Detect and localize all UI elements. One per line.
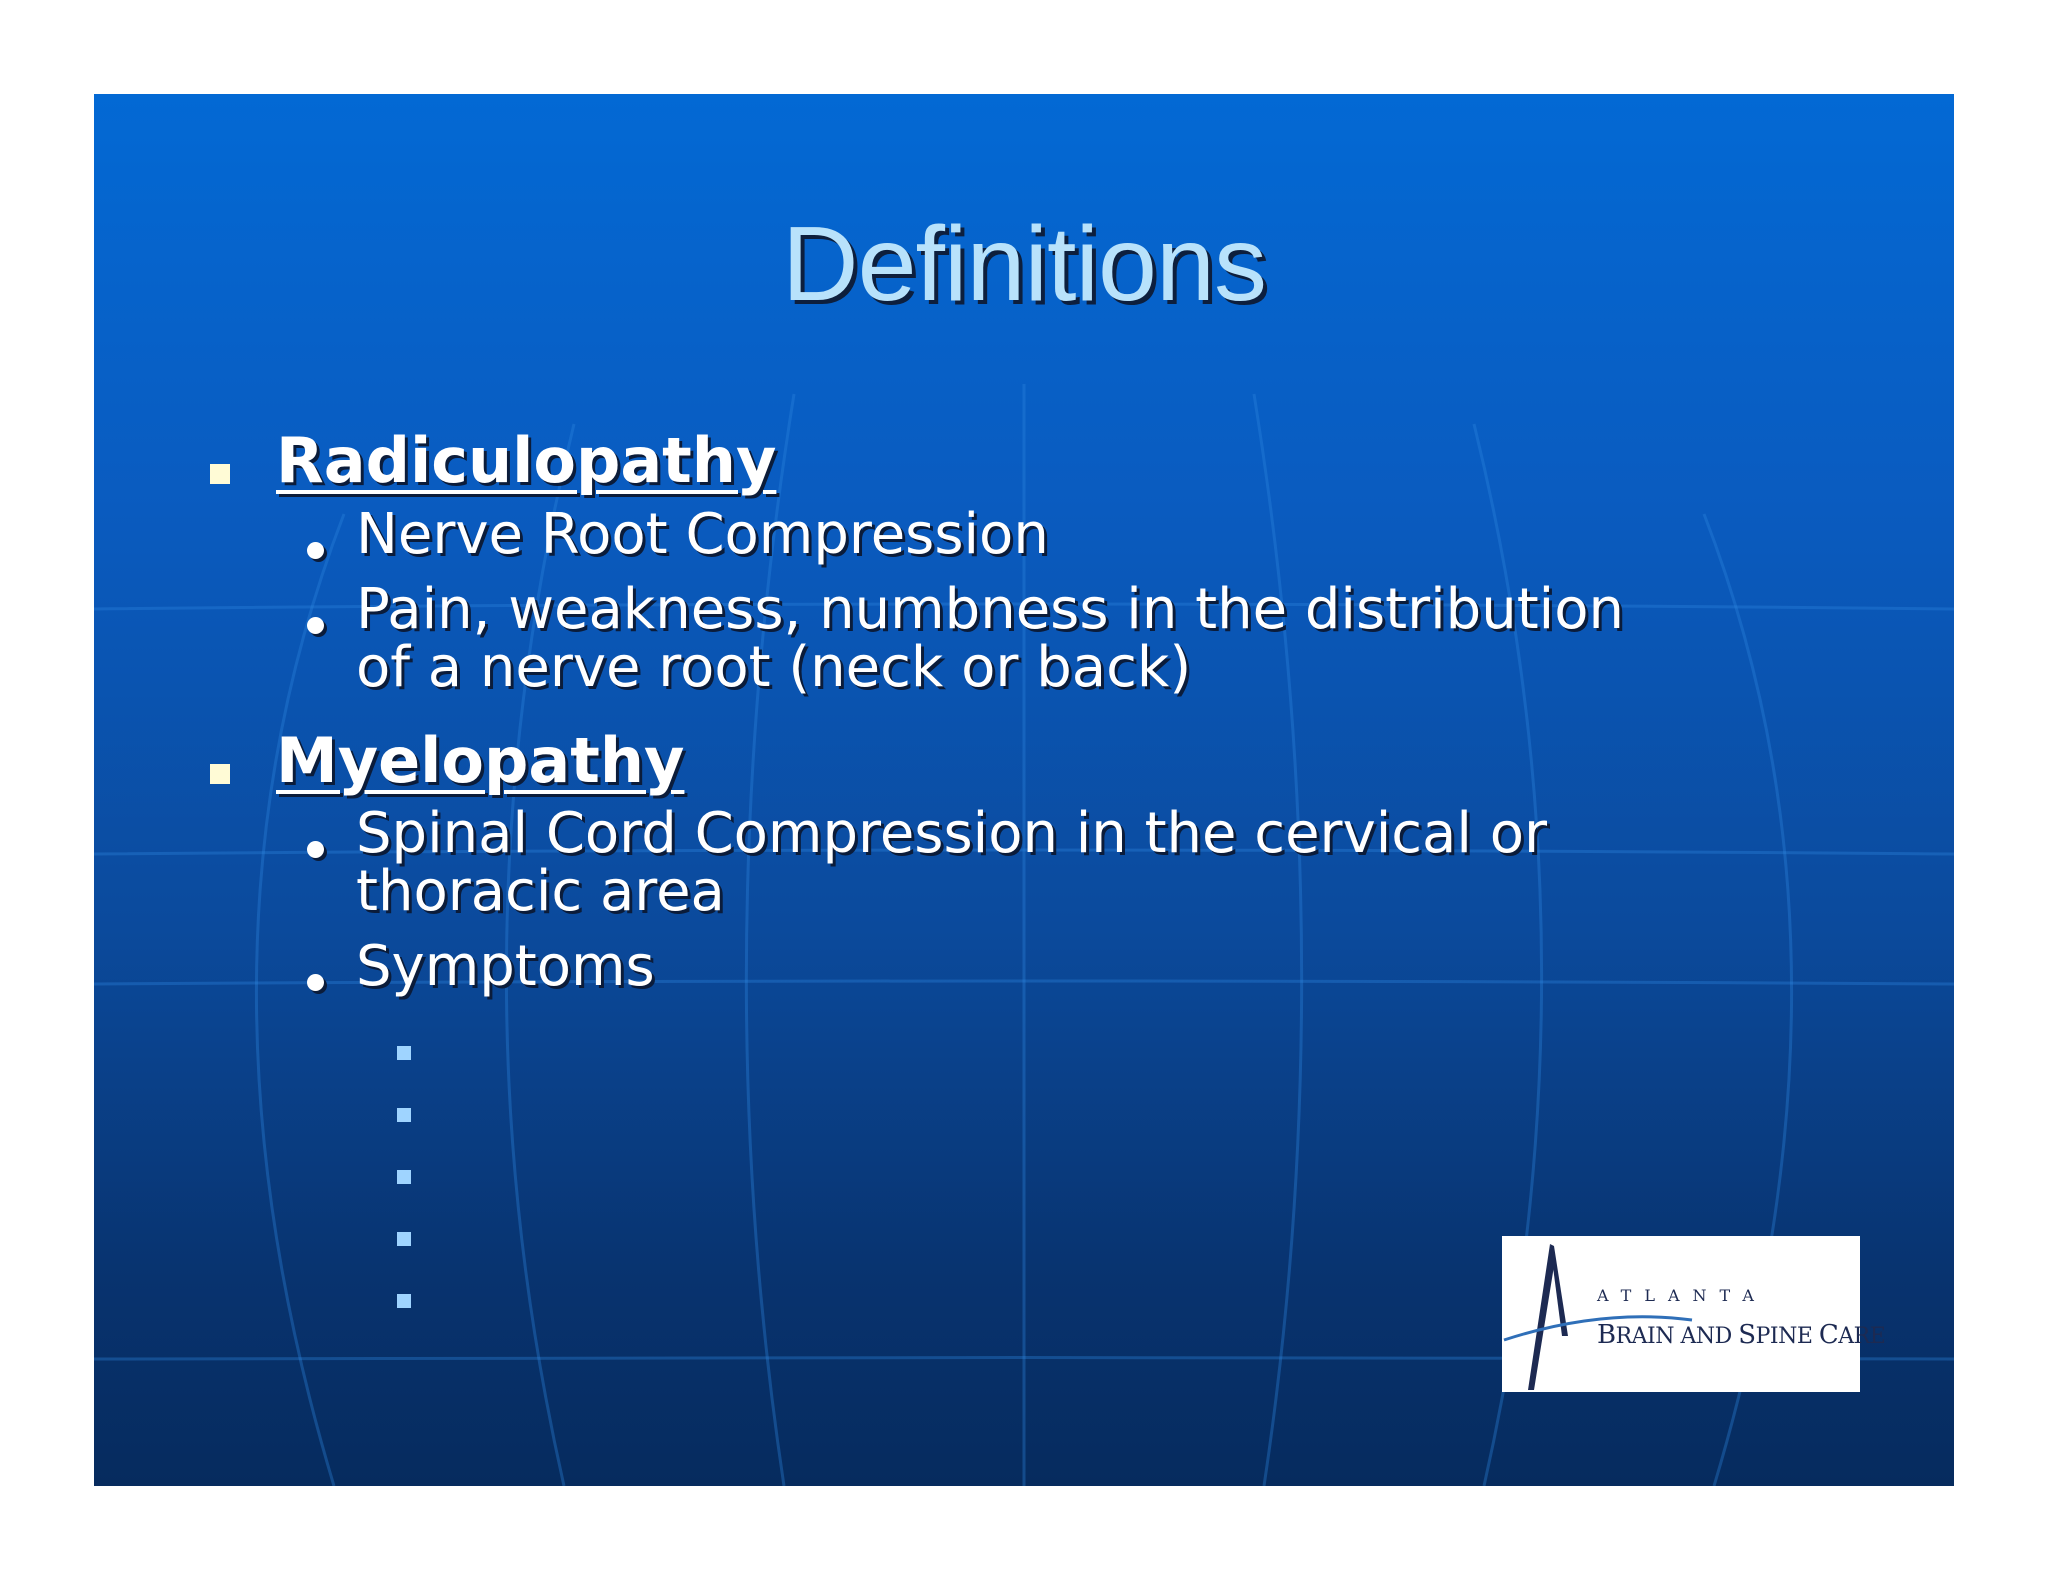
bullet-line: Spinal Cord Compression in the cervical or	[356, 801, 1548, 866]
logo-a-mark-icon	[1502, 1236, 1860, 1392]
logo-line-brain-spine-care: BRAIN AND SPINE CARE	[1597, 1320, 1886, 1350]
level2-bullet	[307, 841, 324, 858]
level2-bullet	[307, 542, 324, 559]
level3-bullet	[397, 1046, 411, 1060]
bullet-line: Pain, weakness, numbness in the distribution	[356, 577, 1624, 642]
bullet-line: of a nerve root (neck or back)	[356, 635, 1192, 700]
level2-bullet	[307, 974, 324, 991]
heading-myelopathy: Myelopathy	[276, 724, 685, 797]
slide-title: Definitions	[782, 205, 1266, 323]
level3-bullet	[397, 1232, 411, 1246]
level3-bullet	[397, 1108, 411, 1122]
logo-line-atlanta: ATLANTA	[1597, 1286, 1767, 1305]
bullet-line: Nerve Root Compression	[356, 502, 1049, 567]
level3-bullet	[397, 1170, 411, 1184]
heading-radiculopathy: Radiculopathy	[276, 424, 777, 497]
level1-bullet	[210, 464, 230, 484]
level2-bullet	[307, 617, 324, 634]
bullet-line: Symptoms	[356, 934, 655, 999]
level1-bullet	[210, 764, 230, 784]
bullet-line: thoracic area	[356, 859, 725, 924]
level3-bullet	[397, 1294, 411, 1308]
atlanta-brain-spine-logo	[1502, 1236, 1886, 1392]
